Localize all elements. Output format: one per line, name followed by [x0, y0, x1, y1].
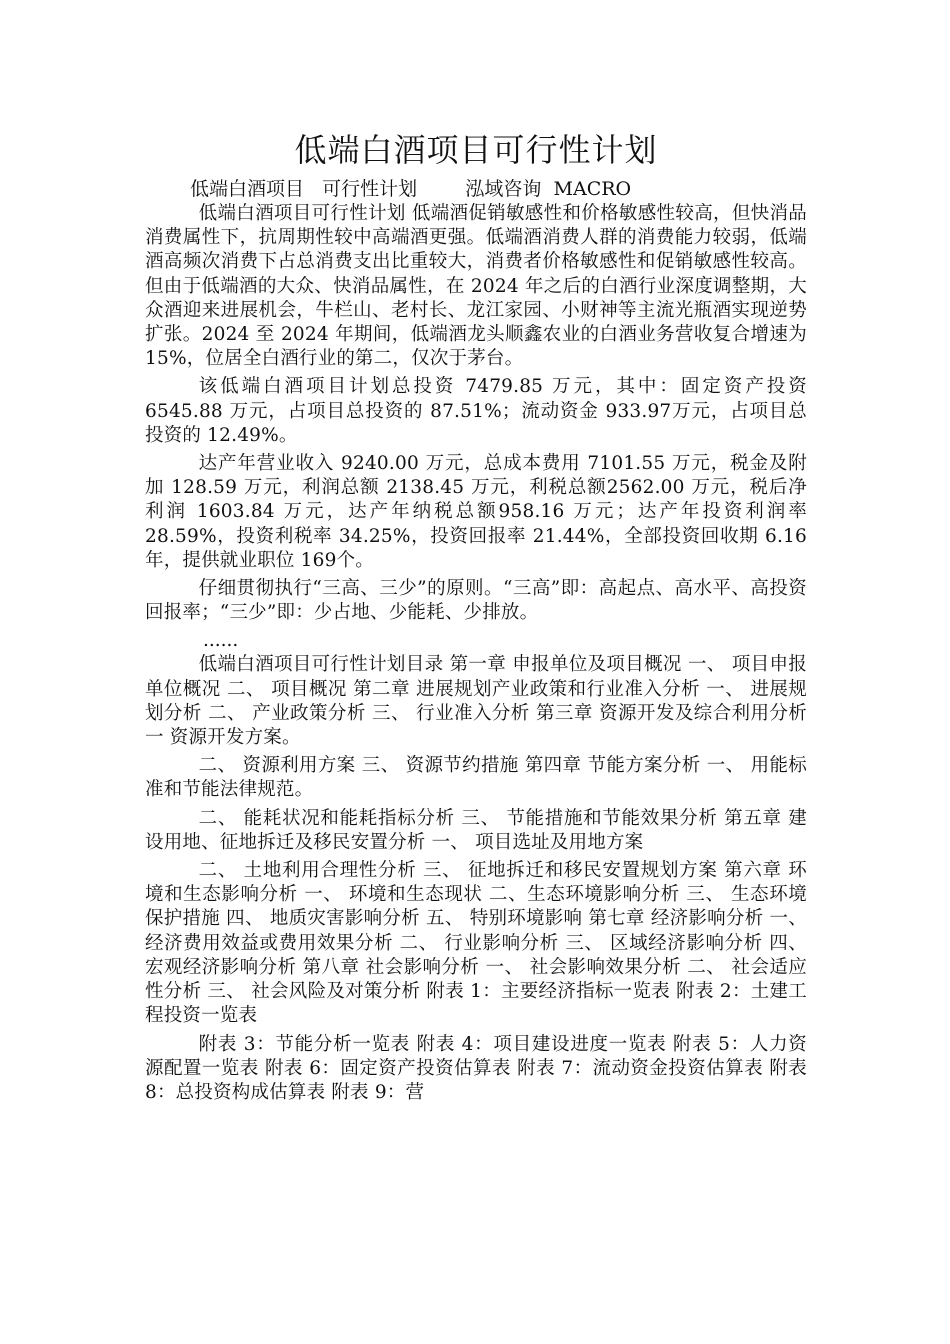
document-subtitle: 低端白酒项目 可行性计划 泓域咨询 MACRO: [190, 178, 632, 200]
intro-paragraph: 低端白酒项目可行性计划 低端酒促销敏感性和价格敏感性较高，但快消品消费属性下，抗周期性较中高端酒更强。低端酒消费人群的消费能力较弱，低端酒高频次消费下占总消费支出比重较大，消费者价格敏感性和促销敏感性较高。但由于低端酒的大众、快消品属性，在 2024 年之后的白酒行业深度调整期，大众酒迎来进展机会，牛栏山、老村长、龙江家园、小财神等主流光瓶酒实现逆势扩张。2024 至 2024 年期间，低端酒龙头顺鑫农业的白酒业务营收复合增速为 15%，位居全白酒行业的第二，仅次于茅台。: [145, 203, 807, 370]
revenue-paragraph: 达产年营业收入 9240.00 万元，总成本费用 7101.55 万元，税金及附加 128.59 万元，利润总额 2138.45 万元，利税总额2562.00 万元，税后净利润 1603.84 万元，达产年纳税总额958.16 万元；达产年投资利润率 28.59%，投资利税率 34.25%，投资回报率 21.44%，全部投资回收期 6.16 年，提供就业职位 169个。: [145, 453, 807, 571]
toc-paragraph-5: 附表 3：节能分析一览表 附表 4：项目建设进度一览表 附表 5：人力资源配置一览表 附表 6：固定资产投资估算表 附表 7：流动资金投资估算表 附表 8：总投资构成估算表 附表 9：营: [145, 1033, 807, 1103]
toc-paragraph-3: 二、 能耗状况和能耗指标分析 三、 节能措施和节能效果分析 第五章 建设用地、征地拆迁及移民安置分析 一、 项目选址及用地方案: [145, 807, 807, 853]
toc-paragraph-1: 低端白酒项目可行性计划目录 第一章 申报单位及项目概况 一、 项目申报单位概况 二、 项目概况 第二章 进展规划产业政策和行业准入分析 一、 进展规划分析 二、 产业政策分析 三、 行业准入分析 第三章 资源开发及综合利用分析 一 资源开发方案。: [145, 654, 807, 749]
investment-paragraph: 该低端白酒项目计划总投资 7479.85 万元，其中：固定资产投资6545.88 万元，占项目总投资的 87.51%；流动资金 933.97万元，占项目总投资的 12.49%。: [145, 376, 807, 446]
toc-paragraph-2: 二、 资源利用方案 三、 资源节约措施 第四章 节能方案分析 一、 用能标准和节能法律规范。: [145, 755, 807, 801]
document-page: [145, 128, 807, 1109]
ellipsis: ......: [203, 630, 239, 652]
principle-paragraph: 仔细贯彻执行“三高、三少”的原则。“三高”即：高起点、高水平、高投资回报率；“三少”即：少占地、少能耗、少排放。: [145, 578, 807, 624]
document-title: 低端白酒项目可行性计划: [294, 131, 658, 169]
toc-paragraph-4: 二、 土地利用合理性分析 三、 征地拆迁和移民安置规划方案 第六章 环境和生态影响分析 一、 环境和生态现状 二、生态环境影响分析 三、 生态环境保护措施 四、 地质灾害影响分析 五、 特别环境影响 第七章 经济影响分析 一、 经济费用效益或费用效果分析 二、 行业影响分析 三、 区域经济影响分析 四、 宏观经济影响分析 第八章 社会影响分析 一、 社会影响效果分析 二、 社会适应性分析 三、 社会风险及对策分析 附表 1：主要经济指标一览表 附表 2：土建工程投资一览表: [145, 860, 807, 1027]
